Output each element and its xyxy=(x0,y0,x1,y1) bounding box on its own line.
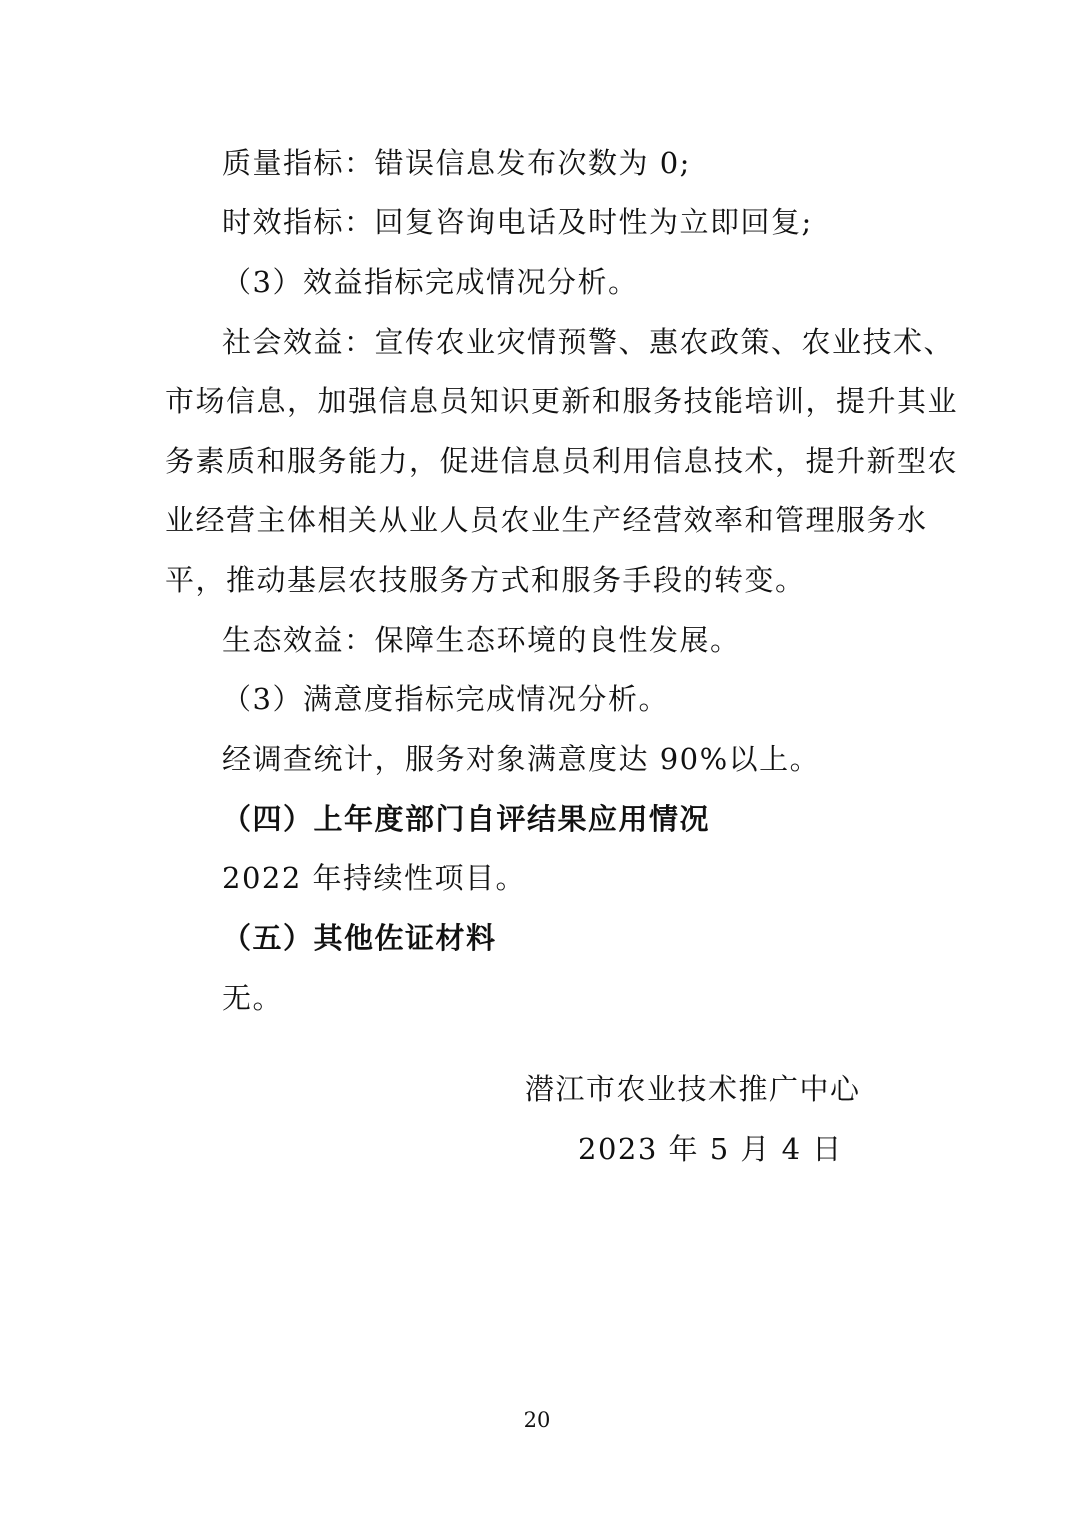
prior-year-result-line: 2022 年持续性项目。 xyxy=(222,861,527,895)
social-benefit-line-2: 市场信息，加强信息员知识更新和服务技能培训，提升其业 xyxy=(165,384,959,418)
ecological-benefit-line: 生态效益：保障生态环境的良性发展。 xyxy=(222,623,741,657)
social-benefit-line-4: 业经营主体相关从业人员农业生产经营效率和管理服务水 xyxy=(165,503,928,537)
social-benefit-line-3: 务素质和服务能力，促进信息员利用信息技术，提升新型农 xyxy=(165,444,959,478)
signature-date: 2023 年 5 月 4 日 xyxy=(578,1132,843,1166)
section-heading-four: （四）上年度部门自评结果应用情况 xyxy=(222,802,711,836)
satisfaction-analysis-subheading: （3）满意度指标完成情况分析。 xyxy=(222,682,669,716)
satisfaction-result-line: 经调查统计，服务对象满意度达 90%以上。 xyxy=(222,742,821,776)
page-number: 20 xyxy=(523,1408,551,1432)
benefit-analysis-subheading: （3）效益指标完成情况分析。 xyxy=(222,265,639,299)
social-benefit-line-1: 社会效益：宣传农业灾情预警、惠农政策、农业技术、 xyxy=(222,325,955,359)
section-heading-five: （五）其他佐证材料 xyxy=(222,921,497,955)
other-materials-line: 无。 xyxy=(222,981,284,1015)
social-benefit-line-5: 平，推动基层农技服务方式和服务手段的转变。 xyxy=(165,563,806,597)
quality-indicator-line: 质量指标：错误信息发布次数为 0; xyxy=(222,146,691,180)
signature-organization: 潜江市农业技术推广中心 xyxy=(525,1072,861,1106)
timeliness-indicator-line: 时效指标：回复咨询电话及时性为立即回复; xyxy=(222,205,813,239)
